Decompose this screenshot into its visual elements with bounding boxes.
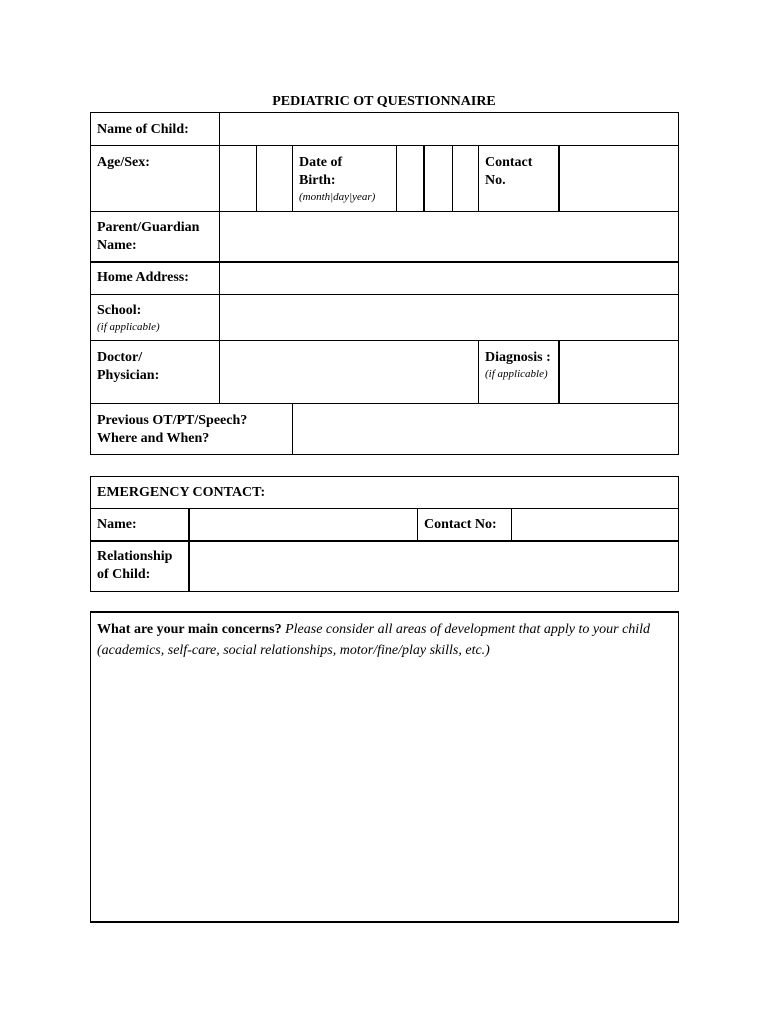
relationship-label: Relationship of Child: — [97, 549, 173, 582]
diagnosis-label — [485, 349, 553, 381]
concerns-question: What are your main concerns? — [97, 622, 282, 637]
concerns-hint: Please consider all areas of development that apply to your child (academics, self-care, social relationships, motor/fine/play skills, etc.) — [97, 622, 651, 658]
concerns-prompt — [97, 619, 669, 661]
relationship-field[interactable] — [190, 542, 678, 591]
age-field[interactable] — [220, 146, 256, 211]
diagnosis-hint: (if applicable) — [485, 368, 548, 380]
concerns-answer-field[interactable] — [92, 665, 677, 920]
emergency-contact-no-label: Contact No: — [424, 517, 497, 532]
home-address-field[interactable] — [220, 263, 678, 294]
column-divider — [478, 340, 479, 403]
diagnosis-label-text: Diagnosis : — [485, 350, 551, 365]
home-address-label: Home Address: — [97, 270, 189, 285]
emergency-name-label: Name: — [97, 517, 137, 532]
parent-guardian-field[interactable] — [220, 212, 678, 261]
school-label-text: School: — [97, 303, 142, 318]
sex-field[interactable] — [257, 146, 292, 211]
dob-hint: (month|day|year) — [299, 191, 376, 203]
age-sex-label: Age/Sex: — [97, 155, 150, 170]
emergency-contact-header: EMERGENCY CONTACT: — [97, 485, 266, 500]
diagnosis-field[interactable] — [560, 341, 678, 403]
previous-therapy-field[interactable] — [293, 404, 678, 454]
doctor-physician-field[interactable] — [220, 341, 478, 403]
emergency-contact-no-field[interactable] — [512, 509, 678, 540]
column-divider — [478, 145, 479, 211]
doctor-physician-label: Doctor/ Physician: — [97, 350, 160, 383]
school-hint: (if applicable) — [97, 321, 160, 333]
dob-month-field[interactable] — [397, 146, 423, 211]
school-field[interactable] — [220, 295, 678, 340]
dob-day-field[interactable] — [425, 146, 452, 211]
parent-guardian-label: Parent/Guardian Name: — [97, 220, 200, 253]
previous-therapy-label: Previous OT/PT/Speech? Where and When? — [97, 413, 248, 446]
name-of-child-label: Name of Child: — [97, 122, 189, 137]
dob-year-field[interactable] — [453, 146, 478, 211]
contact-no-field[interactable] — [560, 146, 678, 211]
dob-label-text: Date of Birth: — [299, 155, 343, 188]
contact-no-label: Contact No. — [485, 155, 533, 188]
dob-label — [299, 154, 379, 204]
form-title: PEDIATRIC OT QUESTIONNAIRE — [272, 94, 496, 109]
school-label — [97, 302, 160, 334]
emergency-name-field[interactable] — [190, 509, 417, 540]
column-divider — [417, 508, 418, 540]
name-of-child-field[interactable] — [220, 113, 678, 145]
column-divider — [292, 145, 293, 211]
